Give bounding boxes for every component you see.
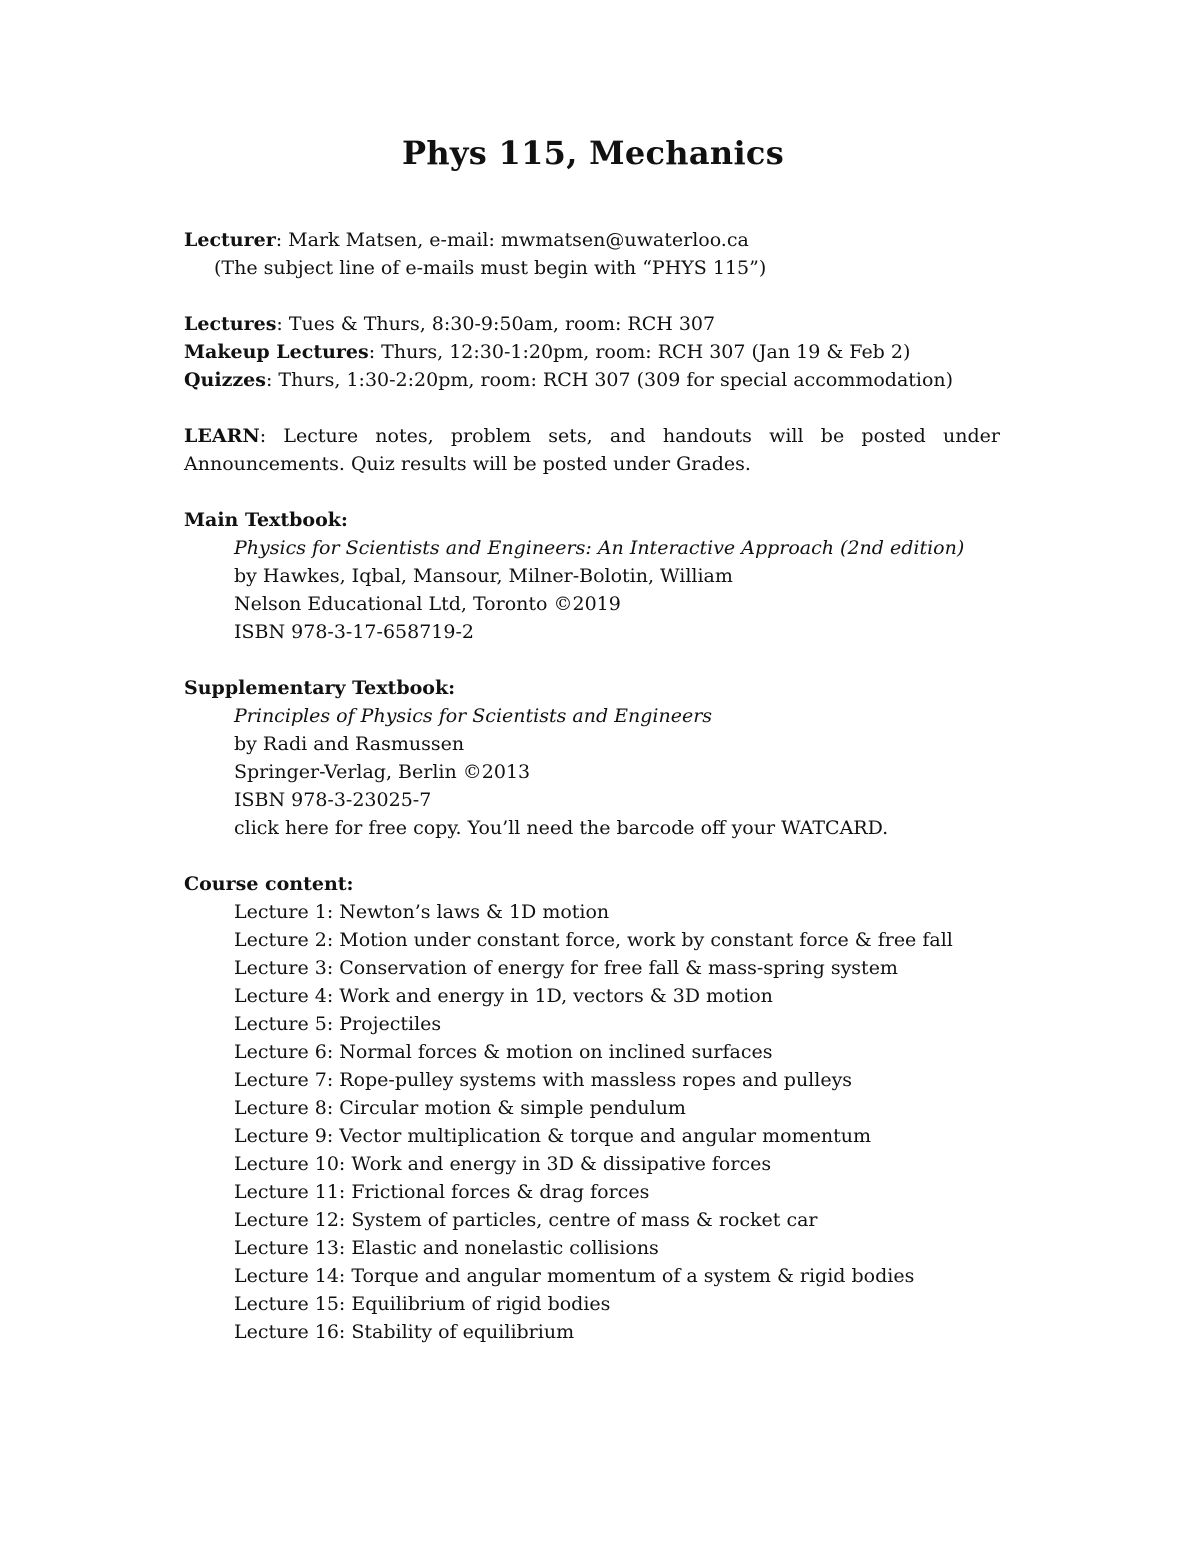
free-copy-link[interactable]: click here for free copy. You’ll need the barcode off your WATCARD. — [234, 817, 889, 839]
lecturer-value: : Mark Matsen, e-mail: mwmatsen@uwaterloo.ca — [275, 229, 749, 251]
learn-label: LEARN — [184, 425, 260, 447]
list-item: Lecture 7: Rope-pulley systems with massless ropes and pulleys — [234, 1069, 853, 1091]
makeup-lectures-label: Makeup Lectures — [184, 341, 369, 363]
spacer — [184, 842, 1014, 870]
list-item: Lecture 16: Stability of equilibrium — [234, 1321, 575, 1343]
spacer — [184, 394, 1014, 422]
list-item: Lecture 12: System of particles, centre of mass & rocket car — [234, 1209, 818, 1231]
lecturer-label: Lecturer — [184, 229, 276, 251]
main-textbook-isbn: ISBN 978-3-17-658719-2 — [234, 621, 474, 643]
main-textbook-authors: by Hawkes, Iqbal, Mansour, Milner-Bolotin, William — [234, 565, 733, 587]
list-item: Lecture 9: Vector multiplication & torque and angular momentum — [234, 1125, 871, 1147]
learn-paragraph — [184, 422, 1000, 478]
supplementary-textbook-title: Principles of Physics for Scientists and Engineers — [234, 705, 713, 727]
supplementary-textbook-publisher: Springer-Verlag, Berlin ©2013 — [234, 761, 531, 783]
syllabus-content — [184, 226, 1014, 1346]
makeup-lectures-value: : Thurs, 12:30-1:20pm, room: RCH 307 (Jan 19 & Feb 2) — [368, 341, 911, 363]
supplementary-textbook-heading: Supplementary Textbook: — [184, 677, 456, 699]
lecture-list — [184, 898, 1014, 1346]
list-item: Lecture 10: Work and energy in 3D & dissipative forces — [234, 1153, 772, 1175]
email-subject-note: (The subject line of e-mails must begin with “PHYS 115”) — [214, 257, 767, 279]
lecturer-line — [184, 226, 1014, 254]
supplementary-textbook-authors: by Radi and Rasmussen — [234, 733, 465, 755]
spacer — [184, 646, 1014, 674]
main-textbook-publisher: Nelson Educational Ltd, Toronto ©2019 — [234, 593, 621, 615]
course-content-heading: Course content: — [184, 873, 354, 895]
quizzes-value: : Thurs, 1:30-2:20pm, room: RCH 307 (309 for special accommodation) — [265, 369, 954, 391]
list-item: Lecture 8: Circular motion & simple pendulum — [234, 1097, 686, 1119]
page-title: Phys 115, Mechanics — [401, 134, 785, 172]
list-item: Lecture 2: Motion under constant force, work by constant force & free fall — [234, 929, 953, 951]
list-item: Lecture 3: Conservation of energy for free fall & mass-spring system — [234, 957, 898, 979]
makeup-lectures-line — [184, 338, 1014, 366]
main-textbook-title: Physics for Scientists and Engineers: An Interactive Approach (2nd edition) — [234, 537, 965, 559]
supplementary-textbook-isbn: ISBN 978-3-23025-7 — [234, 789, 432, 811]
learn-value: : Lecture notes, problem sets, and handouts will be posted under Announcements. Quiz results will be posted under Grades. — [184, 425, 1000, 475]
spacer — [184, 478, 1014, 506]
list-item: Lecture 6: Normal forces & motion on inclined surfaces — [234, 1041, 773, 1063]
lectures-label: Lectures — [184, 313, 277, 335]
quizzes-line — [184, 366, 1014, 394]
list-item: Lecture 15: Equilibrium of rigid bodies — [234, 1293, 611, 1315]
spacer — [184, 282, 1014, 310]
list-item: Lecture 13: Elastic and nonelastic collisions — [234, 1237, 659, 1259]
list-item: Lecture 5: Projectiles — [234, 1013, 442, 1035]
list-item: Lecture 11: Frictional forces & drag forces — [234, 1181, 650, 1203]
lectures-line — [184, 310, 1014, 338]
quizzes-label: Quizzes — [184, 369, 266, 391]
lectures-value: : Tues & Thurs, 8:30-9:50am, room: RCH 307 — [276, 313, 716, 335]
list-item: Lecture 1: Newton’s laws & 1D motion — [234, 901, 610, 923]
list-item: Lecture 4: Work and energy in 1D, vectors & 3D motion — [234, 985, 773, 1007]
main-textbook-heading: Main Textbook: — [184, 509, 348, 531]
list-item: Lecture 14: Torque and angular momentum of a system & rigid bodies — [234, 1265, 915, 1287]
